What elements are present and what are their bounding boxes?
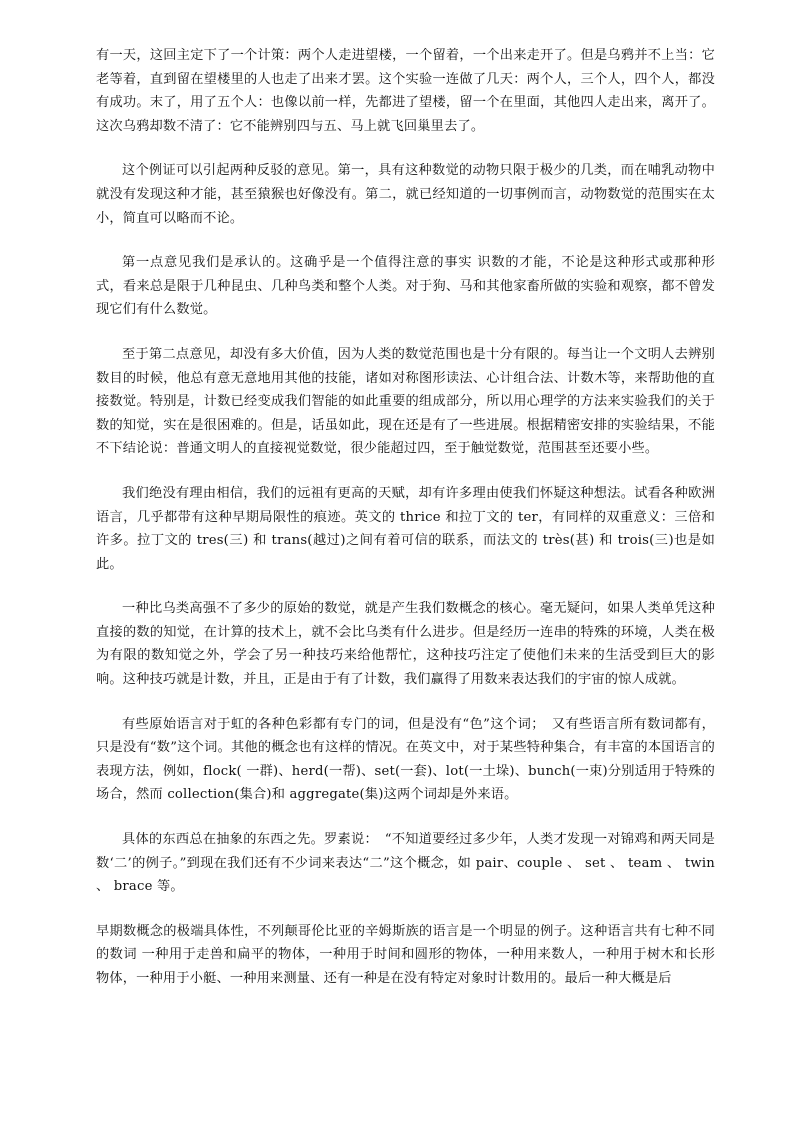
paragraph-second-objection: 至于第二点意见，却没有多大价值，因为人类的数觉范围也是十分有限的。每当让一个文明人去辨别数目的时候，他总有意无意地用其他的技能，诸如对称图形读法、心计组合法、计数木等，来帮助他的直接数觉。特别是，计数已经变成我们智能的如此重要的组成部分，所以用心理学的方法来实验我们的关于数的知觉，实在是很困难的。但是，话虽如此，现在还是有了一些进展。根据精密安排的实验结果，不能不下结论说：普通文明人的直接视觉数觉，很少能超过四，至于触觉数觉，范围甚至还要小些。 xyxy=(96,346,715,457)
paragraph-tsimshian-numerals: 早期数概念的极端具体性，不列颠哥伦比亚的辛姆斯族的语言是一个明显的例子。这种语言共有七种不同的数词 一种用于走兽和扁平的物体，一种用于时间和圆形的物体，一种用来数人，一种用于树木和长形物体，一种用于小艇、一种用来测量、还有一种是在没有特定对象时计数用的。最后一种大概是后 xyxy=(96,923,715,986)
paragraph-european-languages: 我们绝没有理由相信，我们的远祖有更高的天赋，却有许多理由使我们怀疑这种想法。试看各种欧洲语言，几乎都带有这种早期局限性的痕迹。英文的 thrice 和拉丁文的 ter，有同样的双重意义：三倍和许多。拉丁文的 tres(三) 和 trans(越过)之间有着可信的联系，而法文的 très(甚) 和 trois(三)也是如此。 xyxy=(96,485,715,572)
paragraph-crow-experiment: 有一天，这回主定下了一个计策：两个人走进望楼，一个留着，一个出来走开了。但是乌鸦并不上当：它老等着，直到留在望楼里的人也走了出来才罢。这个实验一连做了几天：两个人，三个人，四个人，都没有成功。末了，用了五个人：也像以前一样，先都进了望楼，留一个在里面，其他四人走出来，离开了。这次乌鸦却数不清了：它不能辨别四与五、马上就飞回巢里去了。 xyxy=(96,48,715,134)
paragraph-primitive-languages: 有些原始语言对于虹的各种色彩都有专门的词，但是没有“色”这个词； 又有些语言所有数词都有，只是没有“数”这个词。其他的概念也有这样的情况。在英文中，对于某些特种集合，有丰富的本国语言的表现方法，例如，flock( 一群)、herd(一帮)、set(一套)、lot(一土垛)、bunch(一束)分别适用于特殊的场合，然而 collection(集合)和 aggregate(集)这两个词却是外来语。 xyxy=(96,716,715,803)
paragraph-two-objections: 这个例证可以引起两种反驳的意见。第一，具有这种数觉的动物只限于极少的几类，而在哺乳动物中就没有发现这种才能，甚至猿猴也好像没有。第二，就已经知道的一切事例而言，动物数觉的范围实在太小，简直可以略而不论。 xyxy=(96,163,715,226)
paragraph-concrete-before-abstract: 具体的东西总在抽象的东西之先。罗素说： “不知道要经过多少年，人类才发现一对锦鸡和两天同是数‘二’的例子。”到现在我们还有不少词来表达“二”这个概念，如 pair、couple 、 set 、 team 、 twin 、 brace 等。 xyxy=(96,832,715,895)
paragraph-counting-technique: 一种比乌类高强不了多少的原始的数觉，就是产生我们数概念的核心。毫无疑问，如果人类单凭这种直接的数的知觉，在计算的技术上，就不会比乌类有什么进步。但是经历一连串的特殊的环境，人类在极为有限的数知觉之外，学会了另一种技巧来给他帮忙，这种技巧注定了使他们未来的生活受到巨大的影响。这种技巧就是计数，并且，正是由于有了计数，我们赢得了用数来表达我们的宇宙的惊人成就。 xyxy=(96,601,715,688)
paragraph-first-objection: 第一点意见我们是承认的。这确乎是一个值得注意的事实 识数的才能，不论是这种形式或那种形式，看来总是限于几种昆虫、几种鸟类和整个人类。对于狗、马和其他家畜所做的实验和观察，都不曾发现它们有什么数觉。 xyxy=(96,255,715,318)
